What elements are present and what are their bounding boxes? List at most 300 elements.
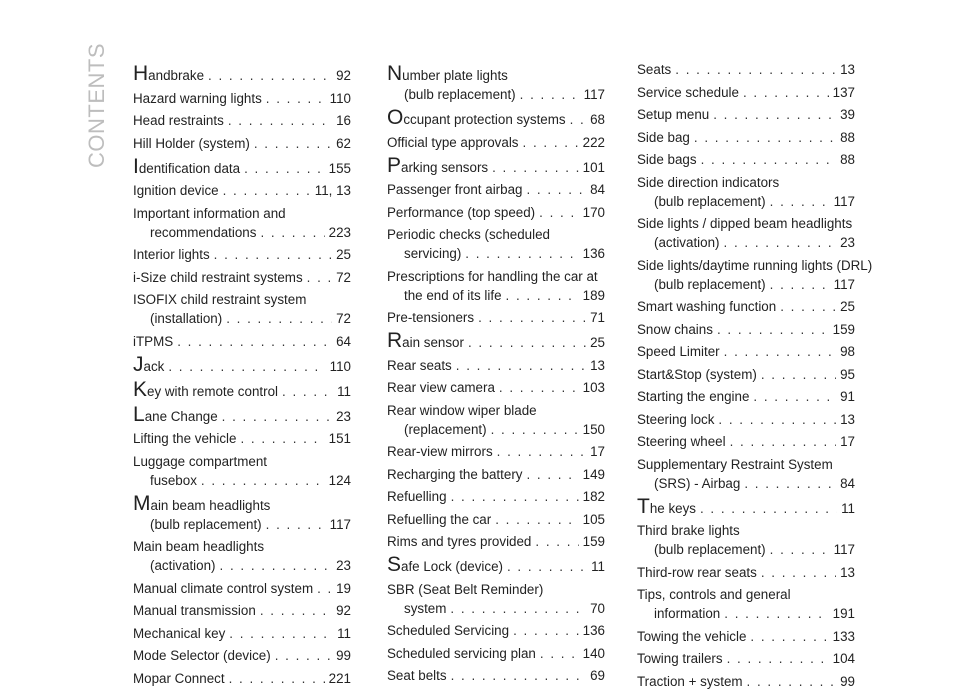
index-entry[interactable]	[637, 214, 855, 252]
index-entry-row	[387, 308, 605, 327]
index-entry-text: Recharging the battery	[387, 466, 523, 482]
dot-leader	[228, 111, 332, 130]
index-entry-row	[133, 245, 351, 264]
dot-leader	[540, 644, 579, 663]
index-entry-text: Official type approvals	[387, 134, 519, 150]
dot-leader	[724, 604, 828, 623]
index-entry-row	[637, 387, 855, 406]
index-entry[interactable]	[387, 666, 605, 685]
index-entry[interactable]	[637, 432, 855, 451]
index-entry[interactable]	[133, 89, 351, 108]
index-entry[interactable]	[387, 356, 605, 375]
index-entry-lead	[387, 267, 605, 286]
dot-leader	[770, 275, 830, 294]
index-entry-text-wrap	[637, 83, 739, 102]
index-entry-page: 136	[582, 246, 605, 261]
dot-leader	[761, 563, 836, 582]
index-entry[interactable]	[637, 342, 855, 361]
index-entry-text: ey with remote control	[147, 383, 278, 399]
index-entry-page: 191	[832, 606, 855, 621]
dot-leader	[780, 297, 836, 316]
index-entry-text: Refuelling	[387, 489, 447, 504]
index-entry[interactable]	[387, 555, 605, 576]
index-entry-text: Performance (top speed)	[387, 204, 536, 220]
index-entry-text-wrap	[387, 378, 495, 397]
index-entry-row	[387, 180, 605, 199]
index-entry-text-wrap	[133, 601, 256, 620]
index-entry-page: 25	[336, 247, 351, 262]
index-entry[interactable]	[637, 256, 873, 294]
index-entry[interactable]	[133, 111, 351, 130]
dot-leader	[539, 203, 579, 222]
dot-leader	[229, 669, 325, 688]
dot-leader	[451, 487, 579, 506]
index-entry-page: 17	[590, 444, 605, 459]
index-entry-page: 133	[832, 628, 855, 644]
index-entry-page: 11	[841, 500, 855, 516]
index-entry-page: 159	[582, 534, 605, 549]
dot-leader	[468, 333, 586, 352]
index-entry[interactable]	[637, 627, 855, 646]
index-entry-page: 11	[591, 559, 605, 574]
index-entry-text-wrap	[387, 153, 489, 177]
dot-leader	[244, 159, 325, 178]
contents-side-label: CONTENTS	[84, 43, 109, 168]
dot-leader	[254, 134, 332, 153]
index-entry[interactable]	[387, 487, 605, 506]
index-column-1	[133, 60, 351, 691]
index-entry-text-wrap	[637, 320, 713, 339]
dot-leader	[266, 515, 326, 534]
index-entry-lead	[637, 256, 873, 275]
index-entry-page: 137	[832, 84, 855, 100]
index-entry-row	[387, 378, 605, 397]
index-entry-lead	[637, 173, 855, 192]
index-entry-page: 105	[582, 511, 605, 527]
dot-leader	[513, 621, 579, 640]
index-entry-page: 25	[840, 299, 855, 314]
index-entry-lead	[387, 401, 605, 420]
dot-leader	[770, 192, 830, 211]
index-entry[interactable]	[637, 563, 855, 582]
index-entry-text-wrap	[387, 203, 535, 222]
index-entry-text-wrap	[133, 669, 225, 688]
index-entry-text: Towing trailers	[637, 651, 723, 666]
index-entry[interactable]	[133, 537, 351, 575]
index-entry-page: 13	[840, 62, 855, 77]
index-entry-text: system	[404, 600, 447, 616]
dot-leader	[240, 429, 324, 448]
index-entry-lead-text: Periodic checks (scheduled	[387, 227, 551, 242]
index-entry-page: 104	[832, 651, 855, 666]
index-entry-page: 117	[833, 276, 855, 292]
index-entry-row	[133, 181, 351, 200]
index-entry[interactable]	[637, 649, 855, 668]
index-entry[interactable]	[637, 60, 855, 79]
index-entry-text: servicing)	[404, 246, 462, 261]
index-entry-row	[133, 515, 351, 534]
index-entry[interactable]	[133, 134, 351, 153]
index-entry-page: 64	[336, 333, 351, 349]
dot-leader	[724, 233, 837, 252]
index-entry[interactable]	[387, 180, 605, 199]
index-entry-lead	[637, 521, 855, 540]
index-entry-row	[637, 649, 855, 668]
dot-leader	[214, 245, 332, 264]
index-entry-row	[637, 297, 855, 316]
index-entry-page: 92	[336, 68, 351, 83]
index-entry-text-wrap	[637, 410, 714, 429]
index-entry-row	[387, 356, 605, 375]
index-entry-page: 117	[833, 193, 855, 209]
dot-leader	[222, 407, 332, 426]
dot-leader	[730, 432, 837, 451]
index-entry[interactable]	[637, 150, 855, 169]
letter-initial: I	[133, 154, 139, 178]
index-entry-page: 23	[840, 235, 855, 250]
index-entry-lead-text: Side direction indicators	[637, 174, 780, 190]
dot-leader	[456, 356, 586, 375]
index-entry-row	[637, 672, 855, 691]
index-entry-page: 151	[328, 431, 351, 446]
index-entry-text-wrap	[637, 297, 776, 316]
index-entry-page: 101	[582, 159, 605, 175]
index-entry-text: Mode Selector (device)	[133, 648, 271, 663]
index-entry-row	[387, 510, 605, 529]
index-entry-text: (SRS) - Airbag	[654, 475, 741, 491]
index-entry[interactable]	[133, 377, 351, 401]
dot-leader	[770, 540, 830, 559]
index-entry[interactable]	[133, 290, 351, 328]
index-entry[interactable]	[133, 204, 351, 242]
index-entry-row	[387, 331, 605, 352]
index-entry[interactable]	[133, 646, 351, 665]
index-entry-row	[637, 432, 855, 451]
index-entry[interactable]	[637, 387, 855, 406]
index-entry[interactable]	[387, 378, 605, 397]
dot-leader	[506, 286, 579, 305]
index-entry-row	[637, 563, 855, 582]
index-entry-row	[387, 465, 605, 484]
index-entry-text-wrap	[637, 627, 746, 646]
index-entry-page: 155	[328, 160, 351, 176]
index-entry-text: (bulb replacement)	[654, 542, 766, 557]
index-entry-page: 72	[336, 311, 351, 326]
index-entry[interactable]	[133, 245, 351, 264]
dot-leader	[701, 150, 837, 169]
index-entry-text-wrap	[133, 268, 303, 287]
index-entry[interactable]	[637, 672, 855, 691]
index-entry[interactable]	[133, 601, 351, 620]
index-entry-text: Scheduled Servicing	[387, 623, 510, 638]
index-entry[interactable]	[387, 510, 605, 529]
index-entry[interactable]	[387, 331, 605, 352]
index-entry[interactable]	[133, 429, 351, 448]
index-entry[interactable]	[637, 105, 855, 124]
index-entry-text: Lifting the vehicle	[133, 431, 237, 446]
index-entry-lead-text: Main beam headlights	[133, 539, 265, 554]
index-entry-lead-text: Supplementary Restraint System	[637, 456, 833, 472]
index-entry-text: fusebox	[150, 472, 197, 488]
index-entry-row	[387, 153, 605, 177]
index-entry-text-wrap	[637, 563, 757, 582]
dot-leader	[492, 158, 579, 177]
index-entry-lead-text: Prescriptions for handling the car at	[387, 268, 598, 284]
dot-leader	[495, 510, 578, 529]
index-entry-row	[387, 487, 605, 506]
index-entry-text-wrap	[133, 377, 278, 401]
index-entry[interactable]	[387, 532, 605, 551]
index-entry[interactable]	[387, 153, 605, 177]
index-entry-text: Manual climate control system	[133, 580, 314, 596]
index-entry-lead	[637, 214, 855, 233]
dot-leader	[229, 624, 333, 643]
index-entry-text-wrap	[133, 624, 225, 643]
index-entry[interactable]	[133, 579, 351, 598]
index-entry[interactable]	[637, 365, 855, 384]
index-entry-page: 95	[840, 366, 855, 382]
index-entry-text: Interior lights	[133, 247, 210, 262]
index-entry-page: 150	[582, 421, 605, 437]
index-entry[interactable]	[387, 644, 605, 663]
index-entry[interactable]	[387, 133, 605, 152]
index-entry-page: 71	[590, 310, 605, 325]
index-entry-text-wrap	[133, 402, 218, 426]
index-entry-text-wrap	[387, 356, 452, 375]
index-entry-row	[387, 644, 605, 663]
index-entry-page: 221	[328, 670, 351, 686]
dot-leader	[201, 471, 325, 490]
index-entry-text-wrap	[133, 154, 241, 178]
index-entry-text-wrap	[637, 672, 743, 691]
index-entry-row	[637, 83, 855, 102]
index-entry-row	[637, 540, 855, 559]
index-entry-text: (activation)	[654, 235, 720, 250]
index-entry[interactable]	[133, 624, 351, 643]
index-entry-text: Smart washing function	[637, 299, 777, 314]
index-entry-page: 99	[336, 648, 351, 663]
index-entry-text-wrap	[387, 621, 509, 640]
dot-leader	[317, 579, 332, 598]
dot-leader	[499, 378, 579, 397]
index-entry-lead-text: ISOFIX child restraint system	[133, 292, 307, 307]
index-entry-lead	[133, 452, 351, 471]
index-entry-row	[637, 192, 855, 211]
index-entry[interactable]	[637, 128, 855, 147]
index-entry[interactable]	[387, 401, 605, 439]
index-entry-row	[637, 150, 855, 169]
index-entry-text: Ignition device	[133, 183, 219, 198]
index-entry-row	[387, 555, 605, 576]
dot-leader	[282, 382, 333, 401]
index-entry-row	[387, 133, 605, 152]
index-entry-lead	[133, 491, 351, 515]
index-entry[interactable]	[133, 452, 351, 490]
index-entry[interactable]	[637, 83, 855, 102]
letter-initial: S	[387, 553, 402, 576]
dot-leader	[700, 499, 837, 518]
index-entry-row	[133, 332, 351, 351]
dot-leader	[478, 308, 586, 327]
index-entry[interactable]	[637, 320, 855, 339]
dot-leader	[465, 244, 578, 263]
index-entry-text-wrap	[637, 432, 726, 451]
index-entry[interactable]	[637, 521, 855, 559]
dot-leader	[526, 180, 586, 199]
index-entry-page: 136	[582, 623, 605, 638]
index-entry-text: ain sensor	[402, 335, 464, 350]
letter-initial: L	[133, 402, 145, 426]
index-entry-row	[133, 429, 351, 448]
index-entry-text: (bulb replacement)	[654, 276, 766, 292]
index-entry-page: 140	[582, 645, 605, 661]
dot-leader	[718, 410, 836, 429]
index-entry[interactable]	[387, 621, 605, 640]
index-entry-page: 99	[840, 673, 855, 689]
index-entry-text-wrap	[387, 108, 566, 129]
dot-leader	[497, 442, 586, 461]
index-entry-lead-text: Rear window wiper blade	[387, 402, 537, 418]
dot-leader	[747, 672, 837, 691]
index-entry-page: 110	[329, 358, 351, 374]
index-entry-text-wrap	[387, 308, 474, 327]
index-entry[interactable]	[387, 225, 605, 263]
dot-leader	[743, 83, 829, 102]
index-entry-lead	[133, 537, 351, 556]
dot-leader	[168, 357, 325, 376]
index-entry-lead-text: Important information and	[133, 205, 286, 221]
index-entry-text: ane Change	[144, 408, 218, 424]
index-entry[interactable]	[637, 585, 855, 623]
index-entry-page: 88	[840, 129, 855, 145]
index-entry-page: 72	[336, 269, 351, 285]
index-entry-page: 68	[590, 112, 605, 127]
index-entry[interactable]	[637, 173, 855, 211]
index-entry-text: Mopar Connect	[133, 670, 225, 686]
index-entry-row	[637, 60, 855, 79]
index-entry-row	[637, 105, 855, 124]
index-entry-page: 124	[328, 472, 351, 488]
index-entry[interactable]	[387, 64, 605, 104]
index-entry-row	[133, 579, 351, 598]
index-column-3	[637, 60, 873, 694]
dot-leader	[451, 666, 587, 685]
index-entry[interactable]	[637, 297, 855, 316]
index-entry-text: Head restraints	[133, 113, 224, 128]
index-entry-text-wrap	[637, 387, 749, 406]
index-entry-text-wrap	[387, 644, 536, 663]
index-entry-row	[133, 134, 351, 153]
index-entry-text: (bulb replacement)	[150, 516, 262, 532]
index-entry[interactable]	[133, 332, 351, 351]
index-entry-row	[133, 624, 351, 643]
index-entry-page: 84	[590, 182, 605, 197]
index-entry-text: Scheduled servicing plan	[387, 645, 536, 661]
index-entry-page: 182	[582, 489, 605, 504]
dot-leader	[727, 649, 829, 668]
index-entry-text-wrap	[133, 646, 271, 665]
index-entry-text: i-Size child restraint systems	[133, 269, 303, 285]
dot-leader	[724, 342, 836, 361]
index-entry-text: (replacement)	[404, 421, 487, 437]
index-entry-lead-text: ain beam headlights	[150, 497, 271, 513]
index-entry-page: 84	[840, 475, 855, 491]
index-entry[interactable]	[637, 410, 855, 429]
index-entry-text-wrap	[387, 331, 464, 352]
index-entry[interactable]	[133, 352, 351, 376]
dot-leader	[523, 133, 579, 152]
index-entry-row	[133, 268, 351, 287]
index-entry-row	[637, 365, 855, 384]
dot-leader	[260, 601, 332, 620]
index-entry-text-wrap	[637, 150, 697, 169]
index-entry-text: Seats	[637, 62, 672, 77]
index-entry-row	[637, 410, 855, 429]
index-entry[interactable]	[387, 308, 605, 327]
index-entry[interactable]	[133, 268, 351, 287]
index-entry-lead-text: Third brake lights	[637, 523, 740, 538]
dot-leader	[753, 387, 836, 406]
index-entry[interactable]	[387, 267, 605, 305]
index-entry[interactable]	[387, 580, 605, 618]
index-entry[interactable]	[133, 181, 351, 200]
index-entry-page: 110	[329, 90, 351, 106]
index-entry-text: Hazard warning lights	[133, 90, 262, 106]
index-entry-lead	[387, 225, 605, 244]
index-entry[interactable]	[133, 402, 351, 426]
index-entry-text: ack	[143, 358, 165, 374]
index-entry-row	[133, 89, 351, 108]
index-entry[interactable]	[637, 494, 855, 518]
index-entry-text-wrap	[133, 134, 250, 153]
index-entry-row	[637, 474, 855, 493]
index-entry-text: Steering lock	[637, 411, 715, 427]
index-entry[interactable]	[133, 64, 351, 85]
index-entry[interactable]	[637, 455, 855, 493]
index-entry[interactable]	[387, 203, 605, 222]
index-entry[interactable]	[387, 108, 605, 129]
index-entry-page: 23	[336, 408, 351, 424]
index-entry-row	[637, 233, 855, 252]
contents-side-label-wrap	[84, 40, 114, 180]
dot-leader	[694, 128, 836, 147]
index-entry-text-wrap	[637, 342, 720, 361]
index-entry-text: arking sensors	[401, 159, 489, 175]
index-entry-row	[133, 352, 351, 376]
index-entry-page: 88	[840, 152, 855, 167]
index-entry-page: 17	[840, 434, 855, 449]
index-entry[interactable]	[133, 491, 351, 534]
index-entry[interactable]	[387, 442, 605, 461]
index-entry-text-wrap	[387, 532, 531, 551]
index-entry[interactable]	[133, 669, 351, 688]
dot-leader	[208, 66, 332, 85]
index-entry-row	[133, 377, 351, 401]
index-entry-text: (bulb replacement)	[404, 87, 516, 102]
index-entry-page: 223	[328, 224, 351, 240]
index-entry-text: Rear-view mirrors	[387, 444, 493, 459]
index-entry-text-wrap	[387, 180, 522, 199]
index-entry-text-wrap	[133, 429, 236, 448]
index-entry[interactable]	[387, 465, 605, 484]
index-entry-text-wrap	[133, 64, 204, 85]
index-entry-page: 23	[336, 558, 351, 573]
index-entry[interactable]	[133, 154, 351, 178]
index-entry-row	[637, 320, 855, 339]
index-entry-text: Pre-tensioners	[387, 310, 475, 325]
index-entry-text-wrap	[133, 111, 224, 130]
index-entry-text: iTPMS	[133, 333, 174, 349]
